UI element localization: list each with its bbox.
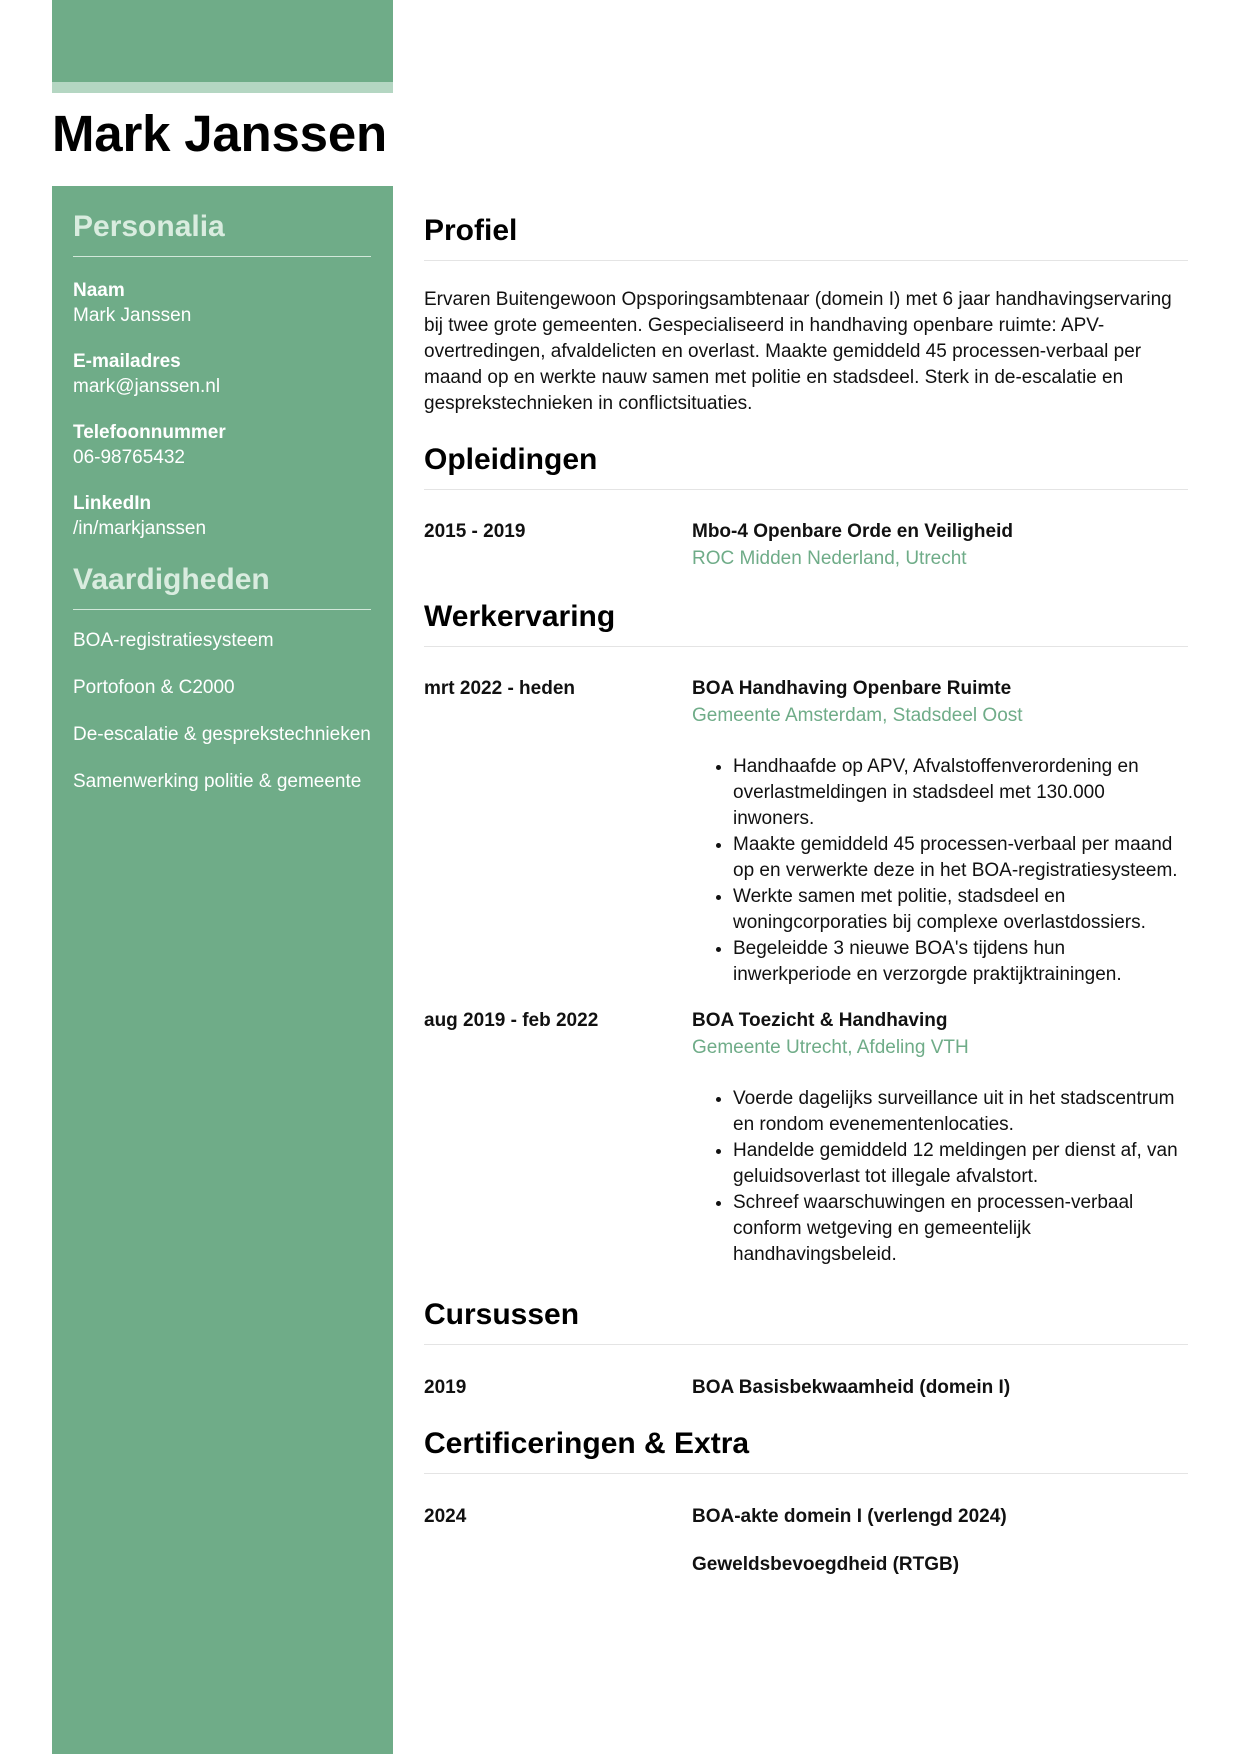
profile-section: [424, 214, 1188, 417]
entry-detail: [692, 1504, 1188, 1530]
personal-value: Mark Janssen: [73, 305, 192, 326]
entry-detail: [692, 1008, 1188, 1268]
personal-item-phone: [73, 421, 371, 471]
personal-value: 06-98765432: [73, 447, 185, 468]
education-entry: [424, 519, 1188, 573]
entry-bullets: [692, 754, 1188, 988]
sidebar-accent-stripe: [52, 82, 393, 93]
entry-date: 2019: [424, 1377, 467, 1398]
entry-title: BOA Handhaving Openbare Ruimte: [692, 678, 1012, 699]
skill-item: BOA-registratiesysteem: [73, 630, 274, 651]
experience-entry: [424, 1008, 1188, 1268]
entry-date: [424, 1552, 692, 1578]
experience-section: [424, 600, 1188, 1268]
bullet-item: • Werkte samen met politie, stadsdeel en woningcorporaties bij complexe overlastdossiers.: [733, 884, 1188, 936]
education-section: [424, 443, 1188, 573]
certification-entry: [424, 1504, 1188, 1530]
entry-date: mrt 2022 - heden: [424, 678, 575, 699]
entry-detail: [692, 519, 1188, 573]
experience-entry: [424, 676, 1188, 988]
bullet-item: • Voerde dagelijks surveillance uit in het stadscentrum en rondom evenementenlocaties.: [733, 1086, 1188, 1138]
entry-organization: ROC Midden Nederland, Utrecht: [692, 548, 967, 569]
section-title-profile: Profiel: [424, 214, 1188, 261]
personal-label: LinkedIn: [73, 493, 152, 514]
entry-date: aug 2019 - feb 2022: [424, 1010, 599, 1031]
skills-list: [73, 628, 371, 795]
section-title-courses: Cursussen: [424, 1298, 1188, 1345]
skill-item: Samenwerking politie & gemeente: [73, 771, 362, 792]
skill-item: Portofoon & C2000: [73, 677, 235, 698]
personal-details: [73, 279, 371, 542]
entry-organization: Gemeente Amsterdam, Stadsdeel Oost: [692, 705, 1023, 726]
entry-detail: [692, 1552, 1188, 1578]
sidebar: [73, 210, 371, 816]
profile-text: Ervaren Buitengewoon Opsporingsambtenaar (domein I) met 6 jaar handhavingservaring bij twee grote gemeenten. Gespecialiseerd in handhaving openbare ruimte: APV-overtredingen, afvaldelicten en overlast. Maakte gemiddeld 45 processen-verbaal per maand op en werkte nauw samen met politie en stadsdeel. Sterk in de-escalatie en gesprekstechnieken in conflictsituaties.: [424, 289, 1172, 414]
candidate-name: Mark Janssen: [52, 105, 387, 162]
entry-title: BOA Toezicht & Handhaving: [692, 1010, 948, 1031]
main-content: [424, 214, 1188, 1578]
bullet-item: • Begeleidde 3 nieuwe BOA's tijdens hun inwerkperiode en verzorgde praktijktrainingen.: [733, 936, 1188, 988]
section-title-certifications: Certificeringen & Extra: [424, 1427, 1188, 1474]
bullet-item: • Handhaafde op APV, Afvalstoffenverordening en overlastmeldingen in stadsdeel met 130.000 inwoners.: [733, 754, 1188, 832]
personal-item-linkedin: [73, 492, 371, 542]
personal-value: mark@janssen.nl: [73, 376, 221, 397]
bullet-item: • Maakte gemiddeld 45 processen-verbaal per maand op en verwerkte deze in het BOA-registratiesysteem.: [733, 832, 1188, 884]
entry-date: 2015 - 2019: [424, 521, 526, 542]
entry-title: Geweldsbevoegdheid (RTGB): [692, 1554, 960, 1575]
entry-detail: [692, 1375, 1188, 1401]
personal-label: E-mailadres: [73, 351, 181, 372]
entry-title: Mbo-4 Openbare Orde en Veiligheid: [692, 521, 1013, 542]
entry-title: BOA Basisbekwaamheid (domein I): [692, 1377, 1011, 1398]
section-title-education: Opleidingen: [424, 443, 1188, 490]
bullet-item: • Handelde gemiddeld 12 meldingen per dienst af, van geluidsoverlast tot illegale afvalstort.: [733, 1138, 1188, 1190]
personal-item-name: [73, 279, 371, 329]
entry-title: BOA-akte domein I (verlengd 2024): [692, 1506, 1007, 1527]
bullet-item: • Schreef waarschuwingen en processen-verbaal conform wetgeving en gemeentelijk handhavingsbeleid.: [733, 1190, 1188, 1268]
skills-heading: Vaardigheden: [73, 563, 371, 610]
personal-value: /in/markjanssen: [73, 518, 207, 539]
personal-label: Naam: [73, 280, 125, 301]
certification-entry: [424, 1552, 1188, 1578]
skill-item: De-escalatie & gesprekstechnieken: [73, 724, 371, 745]
course-entry: [424, 1375, 1188, 1401]
personal-item-email: [73, 350, 371, 400]
entry-organization: Gemeente Utrecht, Afdeling VTH: [692, 1037, 969, 1058]
courses-section: [424, 1298, 1188, 1401]
certifications-section: [424, 1427, 1188, 1578]
section-title-experience: Werkervaring: [424, 600, 1188, 647]
personal-label: Telefoonnummer: [73, 422, 226, 443]
entry-bullets: [692, 1086, 1188, 1268]
entry-date: 2024: [424, 1506, 467, 1527]
entry-detail: [692, 676, 1188, 988]
personalia-heading: Personalia: [73, 210, 371, 257]
